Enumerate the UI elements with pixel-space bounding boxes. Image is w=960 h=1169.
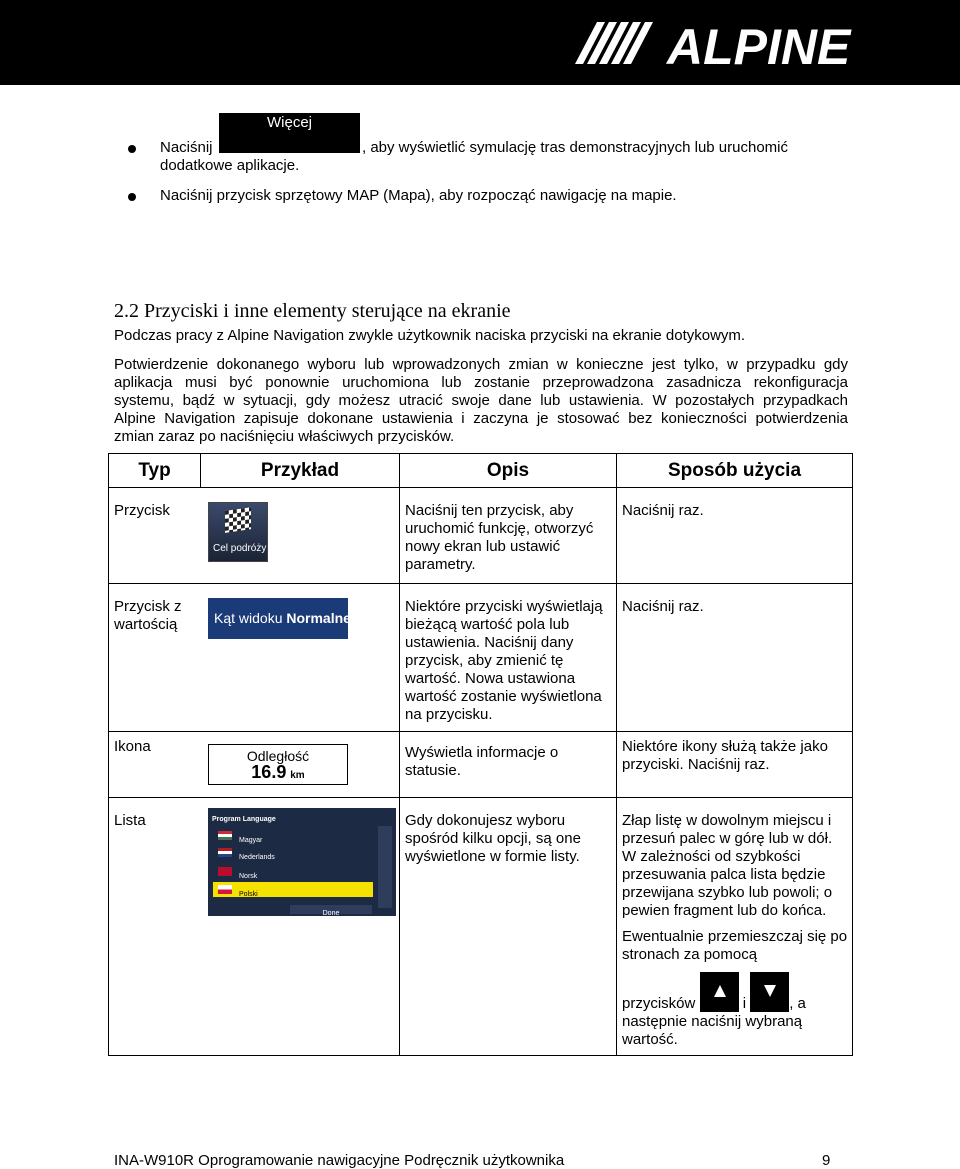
col-header-usage: Sposób użycia (617, 454, 853, 488)
language-list-example: Program Language Magyar Nederlands Norsk Polski Done (208, 808, 396, 916)
page-down-arrow-icon (750, 972, 789, 1012)
col-header-description: Opis (400, 454, 617, 488)
row-type: Ikona (114, 738, 151, 755)
row-usage: Naciśnij raz. (622, 598, 704, 615)
bullet-text: Naciśnij (160, 139, 213, 156)
row-type: Przycisk z wartością (114, 598, 182, 633)
row-description: Naciśnij ten przycisk, aby uruchomić funkcję, otworzyć nowy ekran lub ustawić parametry. (405, 502, 594, 573)
row-usage-alt: Ewentualnie przemieszczaj się po stronach za pomocą (622, 928, 848, 963)
bullet-text: , aby wyświetlić symulację tras demonstracyjnych lub uruchomić (362, 139, 788, 156)
bullet (128, 145, 136, 153)
list-scrollbar (378, 826, 392, 908)
body-paragraph: Potwierdzenie dokonanego wyboru lub wprowadzonych zmian w konieczne jest tylko, w przypadku gdy aplikacja musi być ponownie uruchomiona lub zostanie przeprowadzona zasadnicza rekonfiguracja systemu, bądź w sytuacji, gdy możesz utracić swoje dane lub ustawienia. W pozostałych przypadkach Alpine Navigation zapisuje dokonane ustawienia i zaczyna je stosować bez konieczności potwierdzenia zmian zaraz po naciśnięciu właściwych przycisków. (114, 356, 848, 445)
row-type: Przycisk (114, 502, 170, 519)
flag-hungary-icon (218, 831, 232, 840)
more-button-example: Więcej (219, 113, 360, 153)
svg-text:ALPINE: ALPINE (667, 19, 851, 72)
bullet (128, 193, 136, 201)
table-row: Lista Program Language Magyar Nederlands Norsk Polski Done Gdy dokonujesz wyboru spośród kilku opcji, są one wyświetlone w formie listy. Złap listę w dowolnym miejscu i przesuń palec w górę lub w dół. W zależności od szybkości przesuwania palca lista będzie przewijana szybko lub powoli; o pewien fragment lub do końca. Ewentualnie przemieszczaj się po stronach za pomocą przycisków i , a następnie naciśnij wybraną wartość. (109, 798, 853, 1056)
page-number: 9 (822, 1152, 831, 1169)
table-row (109, 732, 853, 798)
destination-button-example: Cel podróży (208, 502, 268, 562)
row-usage: Niektóre ikony służą także jako przyciski. Naciśnij raz. (622, 738, 828, 773)
checkered-flag-icon (225, 507, 251, 533)
alpine-logo (575, 14, 920, 72)
row-type: Lista (114, 812, 146, 829)
row-usage: Złap listę w dowolnym miejscu i przesuń palec w górę lub w dół. W zależności od szybkości przesuwania palca lista będzie przewijana szybko lub powoli; o pewien fragment lub do końca. (622, 812, 833, 919)
flag-norway-icon (218, 867, 232, 876)
flag-netherlands-icon (218, 848, 232, 857)
col-header-example: Przykład (201, 454, 400, 488)
distance-icon-example: Odległość 16.9 km (208, 744, 348, 785)
bullet-text: dodatkowe aplikacje. (160, 157, 300, 174)
col-header-type: Typ (109, 454, 201, 488)
controls-table (108, 453, 853, 1056)
section-title: 2.2 Przyciski i inne elementy sterujące na ekranie (114, 300, 511, 322)
page-header (0, 0, 960, 85)
row-description: Gdy dokonujesz wyboru spośród kilku opcji, są one wyświetlone w formie listy. (405, 812, 581, 865)
page-up-arrow-icon (700, 972, 739, 1012)
flag-poland-icon (218, 885, 232, 894)
table-row (109, 584, 853, 732)
table-row (109, 488, 853, 584)
view-angle-button-example: Kąt widoku Normalne (208, 598, 348, 639)
row-description: Niektóre przyciski wyświetlają bieżącą wartość pola lub ustawienia. Naciśnij dany przycisk, aby zmienić tę wartość. Nowa ustawiona wartość zostanie wyświetlona na przycisku. (405, 598, 603, 723)
row-description: Wyświetla informacje o statusie. (405, 744, 559, 779)
row-usage: Naciśnij raz. (622, 502, 704, 519)
intro-paragraph: Podczas pracy z Alpine Navigation zwykle użytkownik naciska przyciski na ekranie dotykowym. (114, 327, 746, 344)
footer-title: INA-W910R Oprogramowanie nawigacyjne Podręcznik użytkownika (114, 1152, 565, 1169)
bullet-text: Naciśnij przycisk sprzętowy MAP (Mapa), aby rozpocząć nawigację na mapie. (160, 187, 677, 204)
